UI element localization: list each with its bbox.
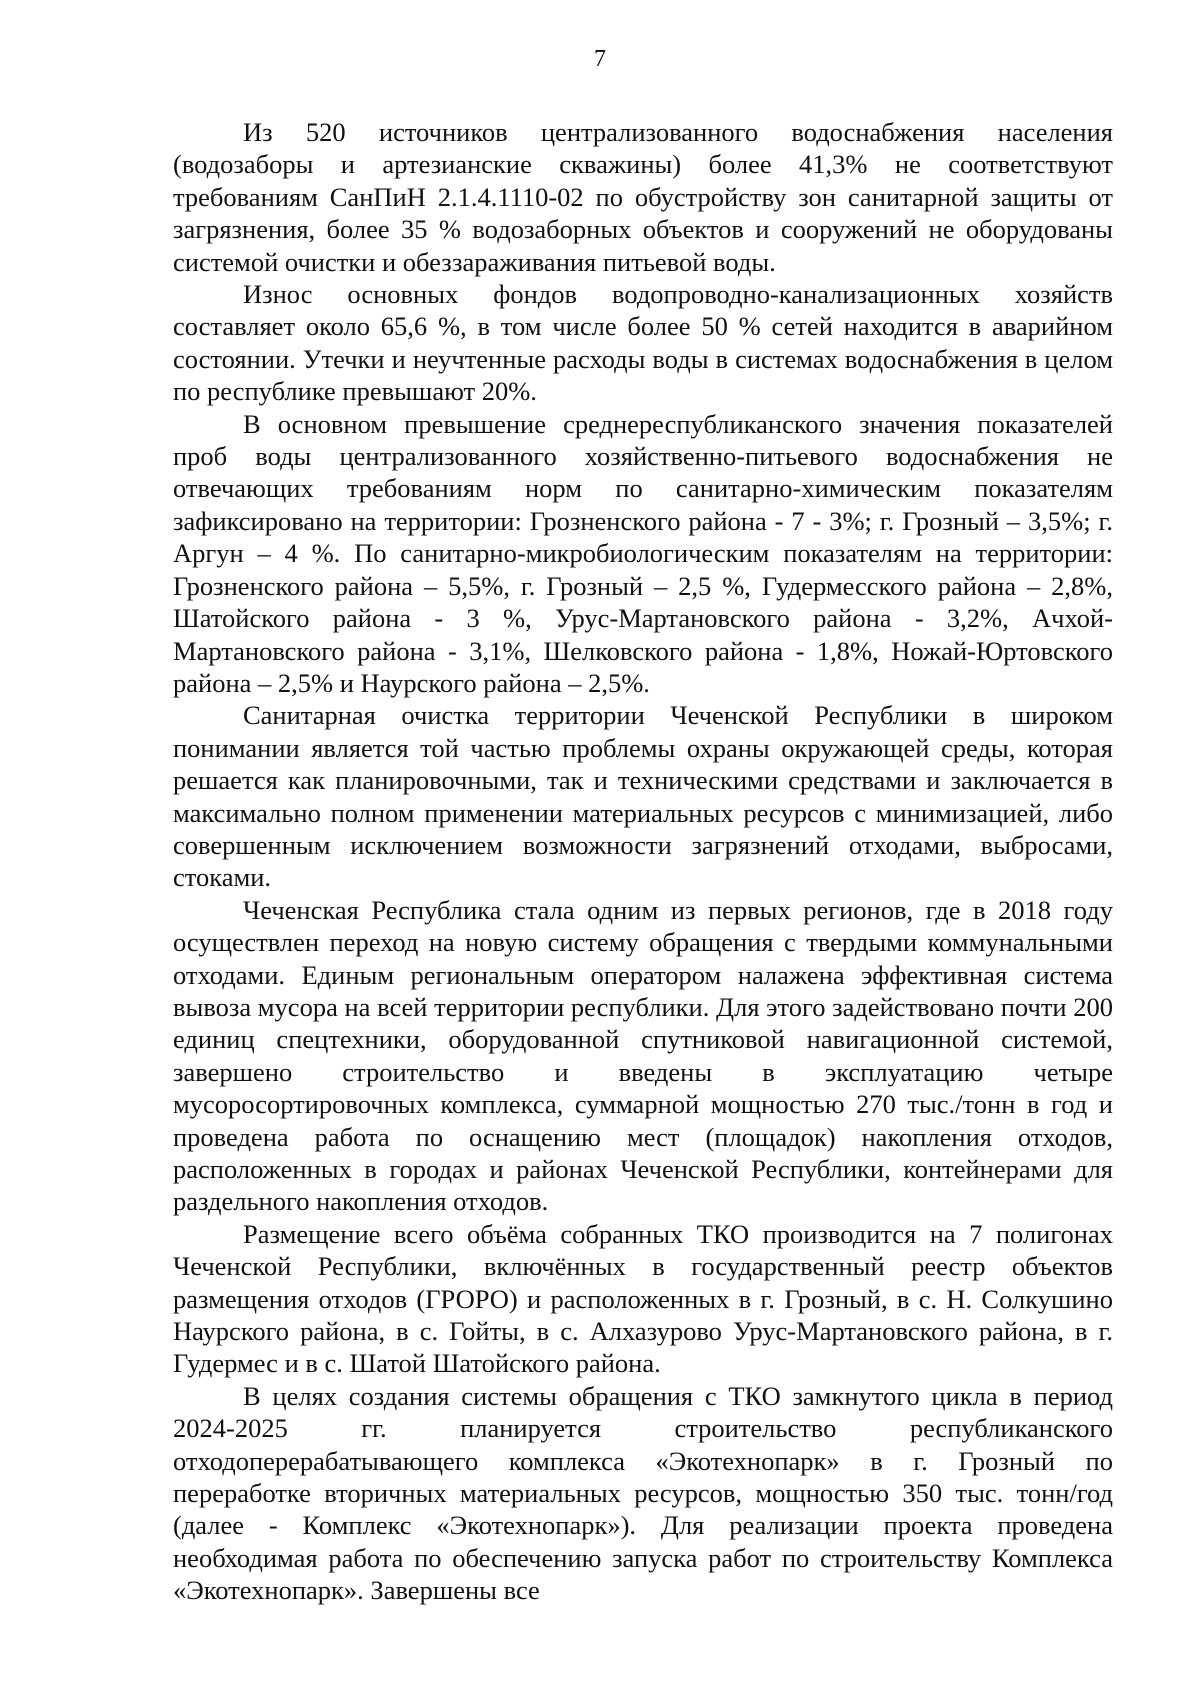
paragraph-sanitary-cleaning: Санитарная очистка территории Чеченской Республики в широком понимании является той частью проблемы охраны окружающей среды, которая решается как планировочными, так и техническими средствами и заключается в максимально полном применении материальных ресурсов с минимизацией, либо совершенным исключением возможности загрязнений отходами, выбросами, стоками. [173, 700, 1113, 893]
paragraph-waste-management: Чеченская Республика стала одним из первых регионов, где в 2018 году осуществлен переход на новую систему обращения с твердыми коммунальными отходами. Единым региональным оператором налажена эффективная система вывоза мусора на всей территории республики. Для этого задействовано почти 200 единиц спецтехники, оборудованной спутниковой навигационной системой, завершено строительство и введены в эксплуатацию четыре мусоросортировочных комплекса, суммарной мощностью 270 тыс./тонн в год и проведена работа по оснащению мест (площадок) накопления отходов, расположенных в городах и районах Чеченской Республики, контейнерами для раздельного накопления отходов. [173, 894, 1113, 1217]
document-body [173, 116, 1113, 1607]
paragraph-infrastructure-wear: Износ основных фондов водопроводно-канализационных хозяйств составляет около 65,6 %, в том числе более 50 % сетей находится в аварийном состоянии. Утечки и неучтенные расходы воды в системах водоснабжения в целом по республике превышают 20%. [173, 279, 1113, 407]
paragraph-ecotechnopark: В целях создания системы обращения с ТКО замкнутого цикла в период 2024-2025 гг. планируется строительство республиканского отходоперерабатывающего комплекса «Экотехнопарк» в г. Грозный по переработке вторичных материальных ресурсов, мощностью 350 тыс. тонн/год (далее - Комплекс «Экотехнопарк»). Для реализации проекта проведена необходимая работа по обеспечению запуска работ по строительству Комплекса «Экотехнопарк». Завершены все [173, 1380, 1113, 1606]
paragraph-landfills: Размещение всего объёма собранных ТКО производится на 7 полигонах Чеченской Республики, включённых в государственный реестр объектов размещения отходов (ГРОРО) и расположенных в г. Грозный, в с. Н. Солкушино Наурского района, в с. Гойты, в с. Алхазурово Урус-Мартановского района, в г. Гудермес и в с. Шатой Шатойского района. [173, 1218, 1113, 1379]
paragraph-water-sources: Из 520 источников централизованного водоснабжения населения (водозаборы и артезианские скважины) более 41,3% не соответствуют требованиям СанПиН 2.1.4.1110-02 по обустройству зон санитарной защиты от загрязнения, более 35 % водозаборных объектов и сооружений не оборудованы системой очистки и обеззараживания питьевой воды. [173, 117, 1113, 277]
page-number: 7 [594, 46, 606, 72]
paragraph-water-quality: В основном превышение среднереспубликанского значения показателей проб воды централизованного хозяйственно-питьевого водоснабжения не отвечающих требованиям норм по санитарно-химическим показателям зафиксировано на территории: Грозненского района - 7 - 3%; г. Грозный – 3,5%; г. Аргун – 4 %. По санитарно-микробиологическим показателям на территории: Грозненского района – 5,5%, г. Грозный – 2,5 %, Гудермесского района – 2,8%, Шатойского района - 3 %, Урус-Мартановского района - 3,2%, Ачхой-Мартановского района - 3,1%, Шелковского района - 1,8%, Ножай-Юртовского района – 2,5% и Наурского района – 2,5%. [173, 408, 1113, 698]
